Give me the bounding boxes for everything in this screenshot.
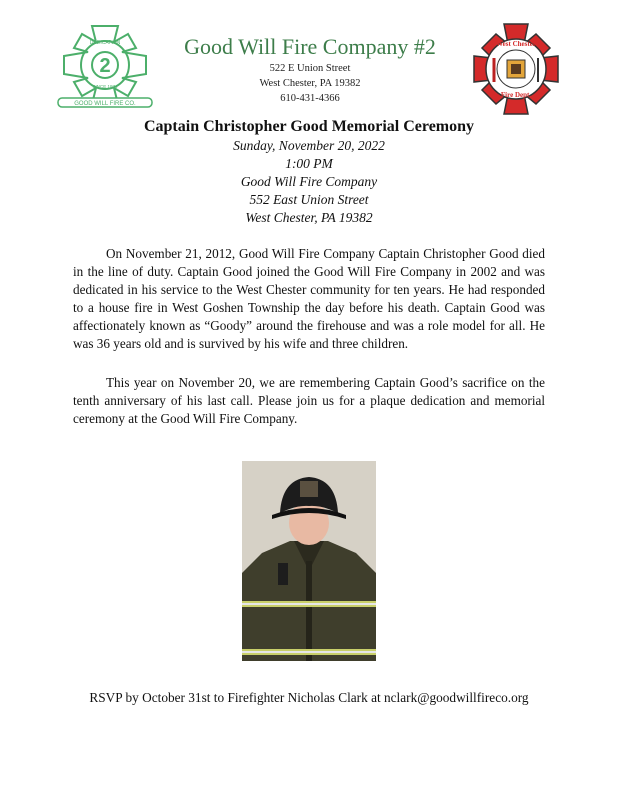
event-date: Sunday, November 20, 2022 [233, 138, 385, 153]
event-venue: Good Will Fire Company [240, 174, 378, 189]
address-line-1: 522 E Union Street [269, 63, 351, 74]
paragraph-invitation: This year on November 20, we are remembering Captain Good’s sacrifice on the tenth anniversary of his last call. Please join us for a plaque dedication and memorial ceremony at the Good Will Fire Company. [73, 375, 545, 426]
org-name: Good Will Fire Company #2 [184, 34, 436, 59]
phone-number: 610-431-4366 [280, 93, 340, 104]
right-logo-bottom-text: Fire Dept. [500, 91, 532, 99]
good-will-fire-co-logo-icon [50, 22, 160, 108]
left-logo-number: 2 [99, 55, 111, 77]
west-chester-fire-dept-logo-icon [472, 22, 560, 116]
paragraph-memorial: On November 21, 2012, Good Will Fire Company Captain Christopher Good died in the line of duty. Captain Good joined the Good Will Fire Company in 2002 and was dedicated in his service to the West Chester community for ten years. He had responded to a house fire in West Goshen Township the day before his death. Captain Good was affectionately known as “Goody” around the firehouse and was a role model for all. He was 36 years old and is survived by his wife and three children. [73, 246, 545, 351]
event-time: 1:00 PM [285, 156, 333, 171]
firefighter-portrait-icon [242, 461, 376, 661]
address-line-2: West Chester, PA 19382 [259, 78, 361, 89]
event-city: West Chester, PA 19382 [245, 210, 373, 225]
right-logo-top-text: West Chester [496, 40, 536, 48]
left-logo-side-text: SINCE 1874 [92, 84, 118, 89]
event-title: Captain Christopher Good Memorial Ceremony [143, 118, 475, 135]
left-logo-top-text: DEDICATION [89, 40, 121, 46]
rsvp-line: RSVP by October 31st to Firefighter Nicholas Clark at nclark@goodwillfireco.org [89, 690, 529, 705]
left-logo-bottom-text: GOOD WILL FIRE CO. [74, 101, 136, 107]
event-street: 552 East Union Street [249, 192, 369, 207]
